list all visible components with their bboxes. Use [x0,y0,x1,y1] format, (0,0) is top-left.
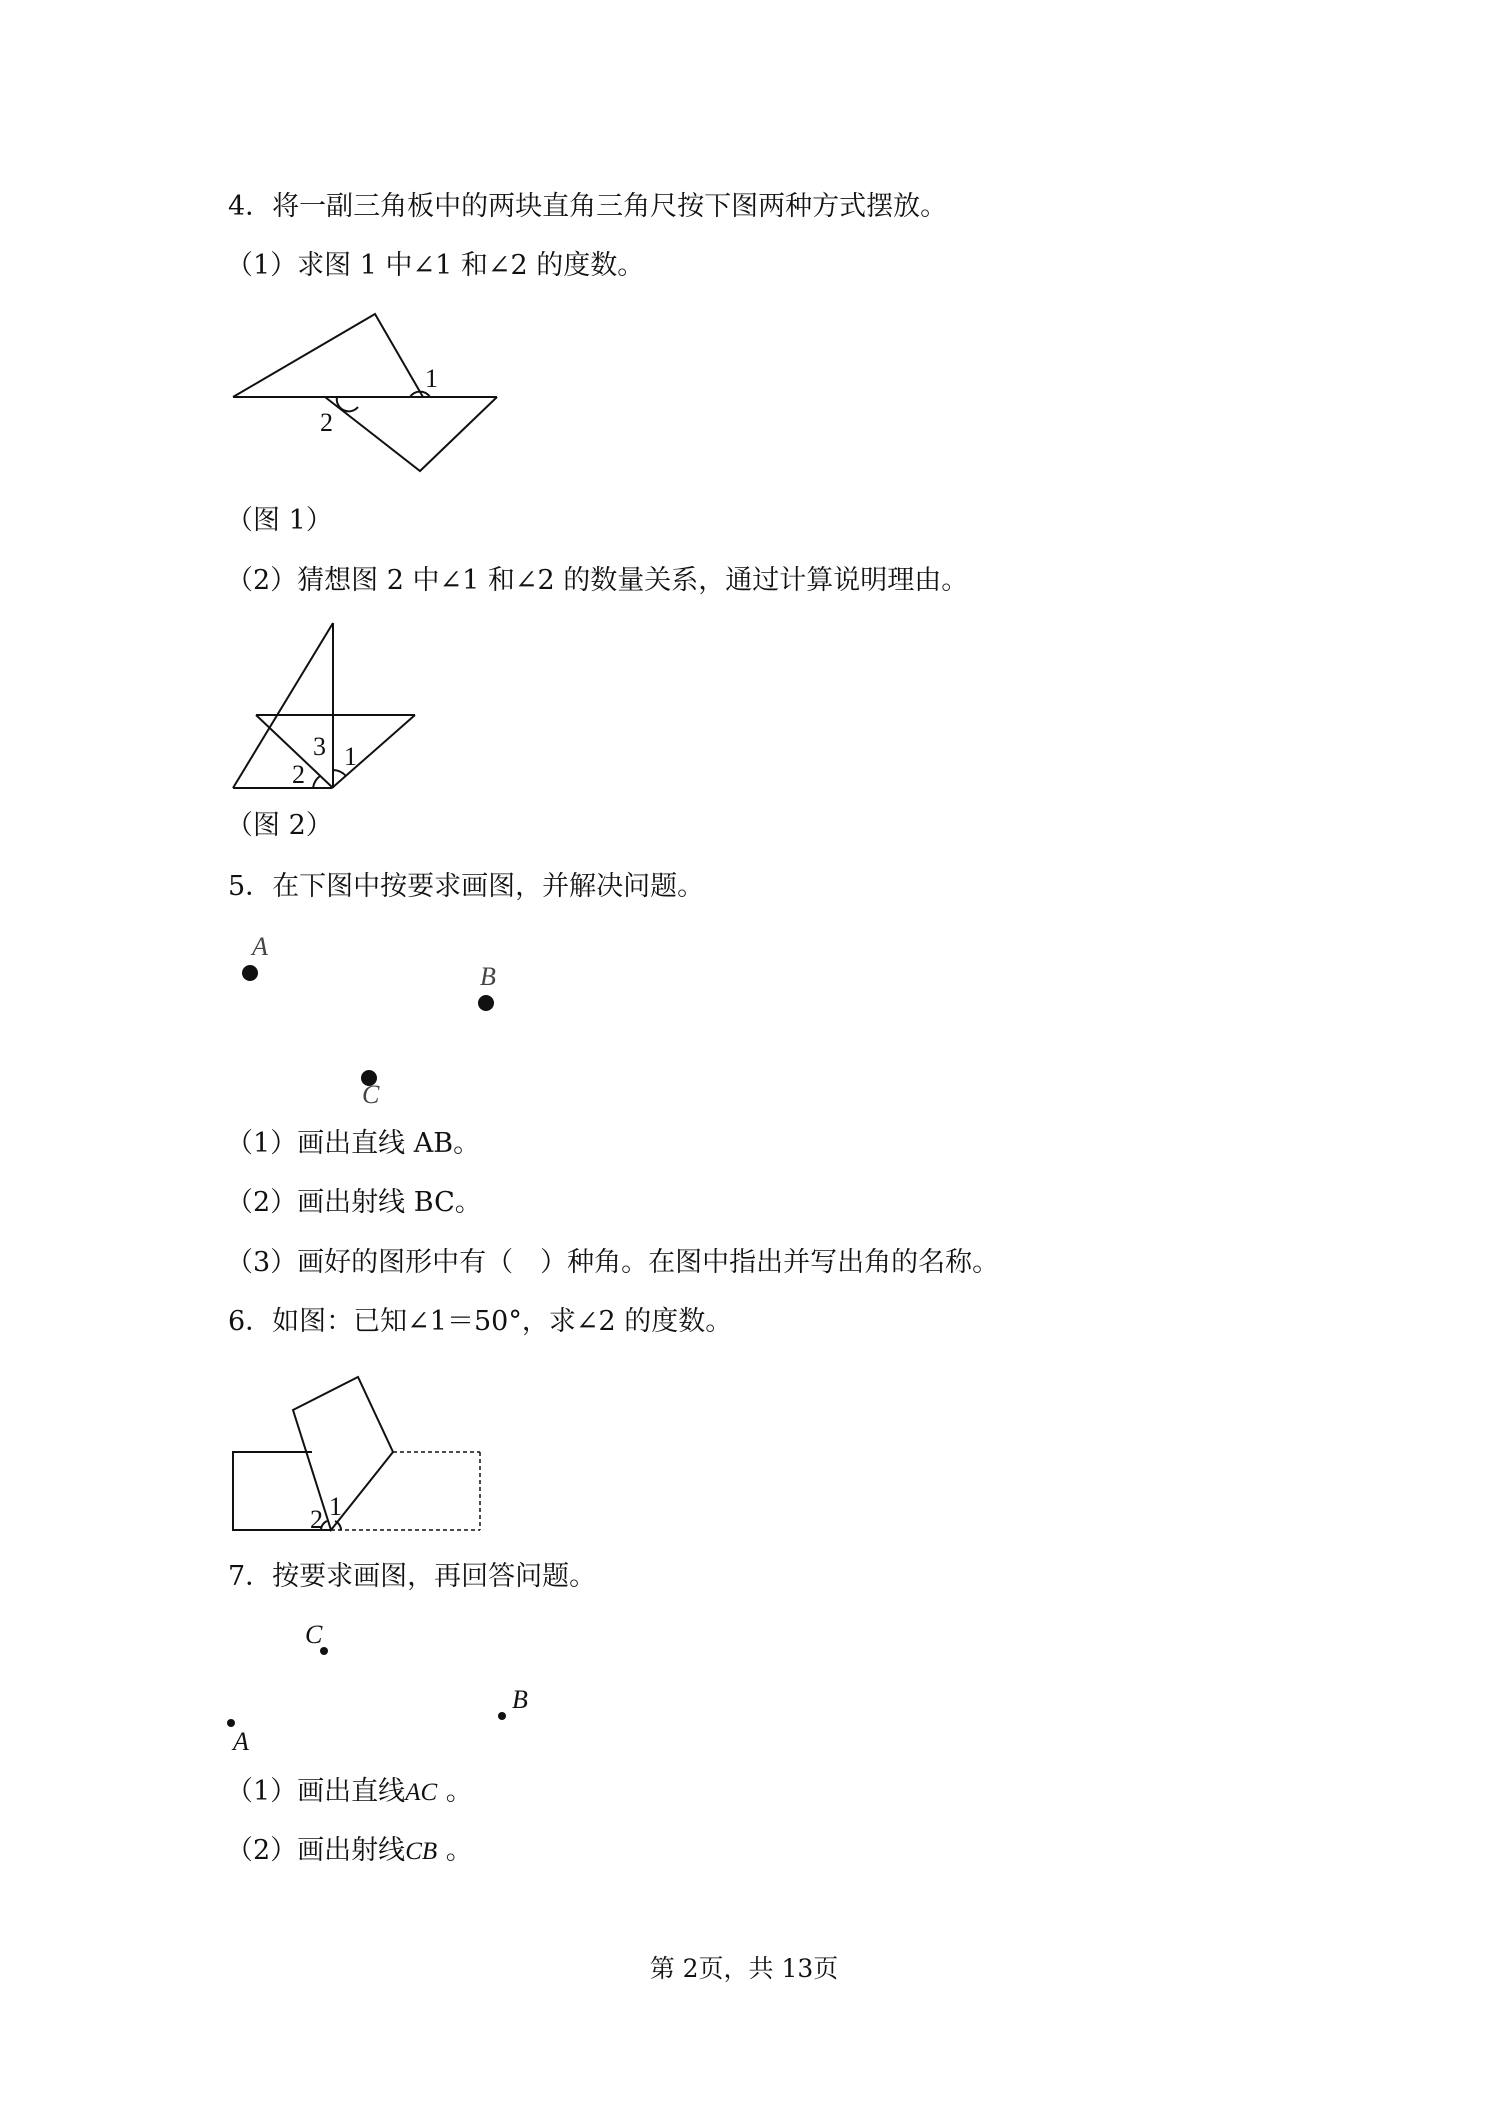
q7-label-a: A [233,1727,249,1756]
q7-part2-suffix: 。 [445,1835,473,1866]
q6-label-1: 1 [329,1492,342,1521]
q7-part1-prefix: （1）画出直线 [226,1776,406,1807]
q5-part2: （2）画出射线 BC。 [226,1187,482,1218]
q4-stem: 4．将一副三角板中的两块直角三角尺按下图两种方式摆放。 [228,191,948,222]
fig2-label-1: 1 [344,742,357,771]
q4-fig1-caption: （图 1） [226,505,333,536]
q7-part1 [226,1775,473,1810]
q5-label-a: A [252,932,268,961]
q5-point-b [478,995,494,1011]
q7-part2 [226,1834,473,1869]
figure-1 [225,305,515,485]
figure-q6 [225,1365,490,1540]
fig2-label-2: 2 [292,760,305,789]
q5-stem: 5．在下图中按要求画图，并解决问题。 [228,871,705,902]
q5-points-figure [225,925,515,1109]
q5-label-b: B [480,962,496,991]
fig1-triangle-upper [233,314,423,397]
q7-label-b: B [512,1685,528,1714]
q5-part3: （3）画好的图形中有（ ）种角。在图中指出并写出角的名称。 [226,1247,1000,1278]
q6-folded-flap [293,1377,393,1530]
fig1-label-2: 2 [320,408,333,437]
fig2-label-3: 3 [313,732,326,761]
fig1-label-1: 1 [425,364,438,393]
q7-part2-var: CB [405,1838,438,1865]
q7-label-c: C [305,1620,323,1649]
q5-point-a [242,965,258,981]
q6-label-2: 2 [310,1505,323,1534]
q5-part1: （1）画出直线 AB。 [226,1128,481,1159]
q7-points-figure [225,1615,545,1755]
figure-2 [225,618,435,798]
fig1-triangle-lower [325,397,497,471]
fig2-angle-arc-left [313,776,320,788]
fig2-left-edge [233,623,333,788]
q7-point-b [498,1712,506,1720]
q4-fig2-caption: （图 2） [226,810,333,841]
q7-part1-var: AC [405,1779,438,1806]
q7-stem: 7．按要求画图，再回答问题。 [228,1561,597,1592]
q4-part1: （1）求图 1 中∠1 和∠2 的度数。 [226,250,645,281]
q5-label-c: C [362,1080,380,1109]
q7-part1-suffix: 。 [445,1776,473,1807]
page-footer: 第 2页，共 13页 [649,1954,839,1983]
q7-part2-prefix: （2）画出射线 [226,1835,406,1866]
q4-part2: （2）猜想图 2 中∠1 和∠2 的数量关系，通过计算说明理由。 [226,565,969,596]
q7-point-a [227,1719,235,1727]
q6-stem: 6．如图：已知∠1＝50°，求∠2 的度数。 [228,1306,733,1337]
